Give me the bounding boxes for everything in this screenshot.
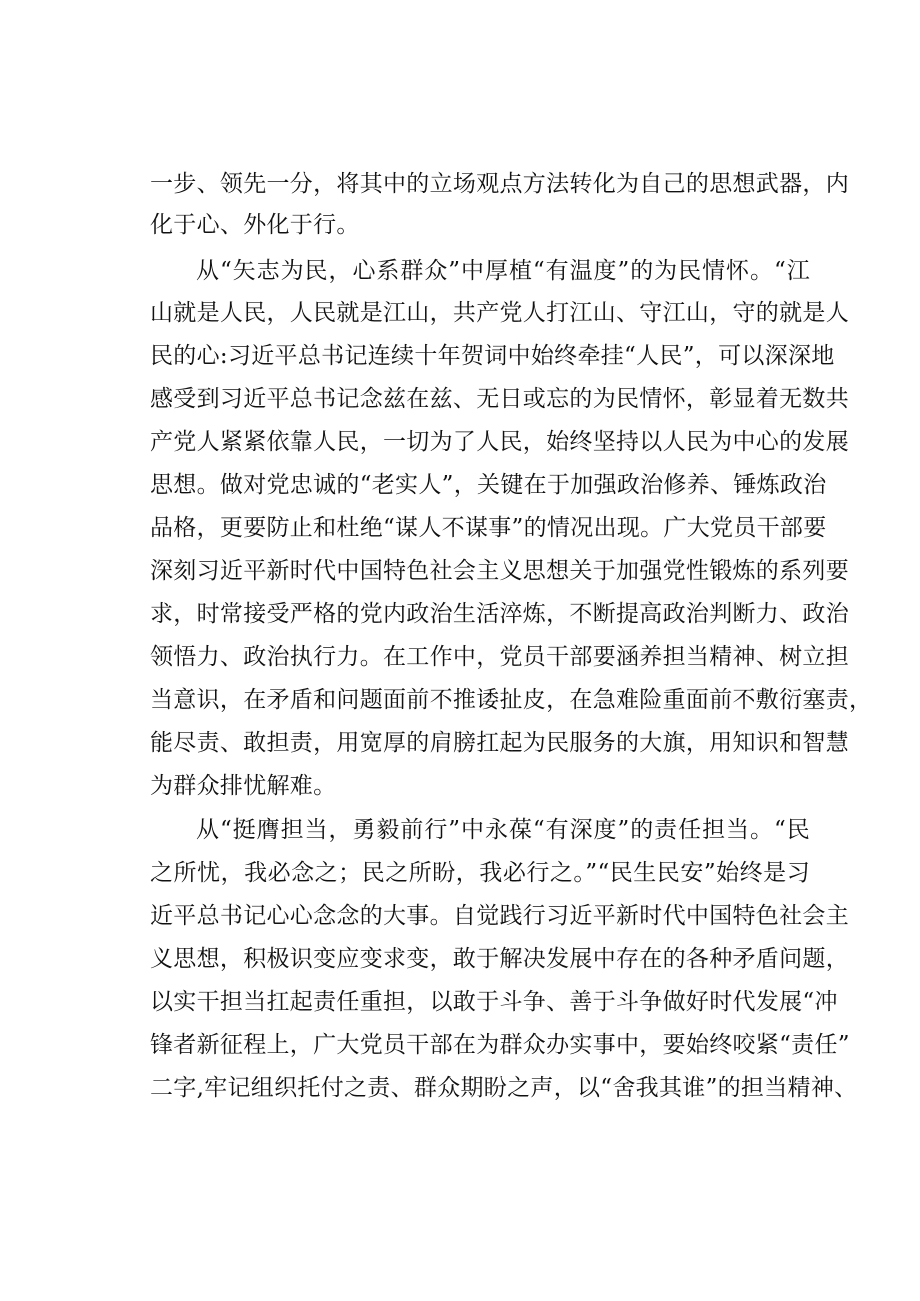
- text-line: 求，时常接受严格的党内政治生活淬炼，不断提高政治判断力、政治: [150, 601, 849, 627]
- text-line: 为群众排忧解难。: [150, 773, 337, 799]
- text-line: 民的心:习近平总书记连续十年贺词中始终牵挂“人民”，可以深深地: [150, 343, 835, 369]
- text-line: 产党人紧紧依靠人民，一切为了人民，始终坚持以人民为中心的发展: [150, 429, 849, 455]
- text-line: 一步、领先一分，将其中的立场观点方法转化为自己的思想武器，内: [150, 171, 849, 197]
- text-line: 化于心、外化于行。: [150, 212, 360, 238]
- text-line: 深刻习近平新时代中国特色社会主义思想关于加强党性锻炼的系列要: [150, 558, 849, 584]
- text-line: 近平总书记心心念念的大事。自觉践行习近平新时代中国特色社会主: [150, 903, 849, 929]
- text-line: 能尽责、敢担责，用宽厚的肩膀扛起为民服务的大旗，用知识和智慧: [150, 730, 849, 756]
- text-line: 思想。做对党忠诚的“老实人”，关键在于加强政治修养、锤炼政治: [150, 472, 827, 498]
- text-line: 锋者新征程上，广大党员干部在为群众办实事中，要始终咬紧“责任”: [150, 1032, 850, 1058]
- text-line: 以实干担当扛起责任重担，以敢于斗争、善于斗争做好时代发展“冲: [150, 989, 838, 1015]
- text-line: 义思想，积极识变应变求变，敢于解决发展中存在的各种矛盾问题，: [150, 946, 849, 972]
- text-line: 感受到习近平总书记念兹在兹、无日或忘的为民情怀，彰显着无数共: [150, 386, 849, 412]
- text-line: 当意识，在矛盾和问题面前不推诿扯皮，在急难险重面前不敷衍塞责，: [150, 687, 873, 713]
- text-line: 山就是人民，人民就是江山，共产党人打江山、守江山，守的就是人: [150, 300, 849, 326]
- text-line: 之所忧，我必念之；民之所盼，我必行之。”“民生民安”始终是习: [150, 860, 810, 886]
- text-line: 二字,牢记组织托付之责、群众期盼之声，以“舍我其谁”的担当精神、: [150, 1075, 858, 1101]
- paragraph-heading-line: 从“矢志为民，心系群众”中厚植“有温度”的为民情怀。“江: [196, 258, 810, 284]
- paragraph-heading-line: 从“挺膺担当，勇毅前行”中永葆“有深度”的责任担当。“民: [196, 817, 810, 843]
- text-line: 品格，更要防止和杜绝“谋人不谋事”的情况出现。广大党员干部要: [150, 515, 827, 541]
- text-line: 领悟力、政治执行力。在工作中，党员干部要涵养担当精神、树立担: [150, 644, 849, 670]
